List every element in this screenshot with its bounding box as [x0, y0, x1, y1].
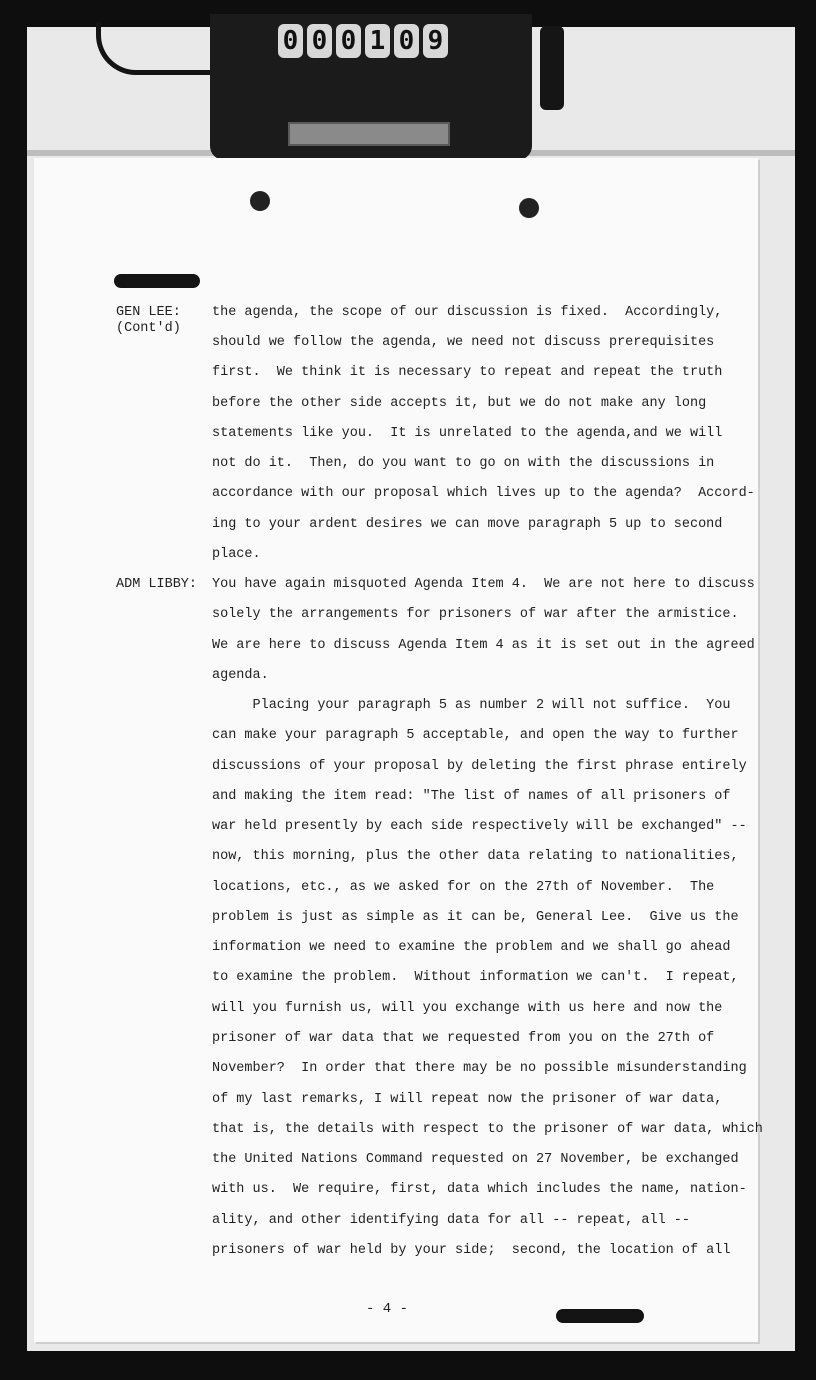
text-line: agenda.: [212, 668, 269, 683]
text-line: will you furnish us, will you exchange with us here and now the: [212, 1001, 723, 1016]
text-line: You have again misquoted Agenda Item 4. We are not here to discuss: [212, 577, 755, 592]
counter-plate: [288, 122, 450, 146]
text-line: of my last remarks, I will repeat now the prisoner of war data,: [212, 1092, 723, 1107]
text-line: to examine the problem. Without information we can't. I repeat,: [212, 970, 739, 985]
text-line: first. We think it is necessary to repeat and repeat the truth: [212, 365, 723, 380]
counter-digits: [278, 24, 448, 58]
text-line: prisoner of war data that we requested from you on the 27th of: [212, 1031, 715, 1046]
page-number: - 4 -: [366, 1301, 409, 1317]
counter-digit: 0: [307, 24, 332, 58]
document-page: [34, 158, 763, 1342]
text-line: ing to your ardent desires we can move paragraph 5 up to second: [212, 517, 723, 532]
text-line: We are here to discuss Agenda Item 4 as it is set out in the agreed: [212, 638, 755, 653]
punch-hole: [519, 198, 539, 218]
text-line: not do it. Then, do you want to go on with the discussions in: [212, 456, 715, 471]
text-line: accordance with our proposal which lives up to the agenda? Accord-: [212, 486, 755, 501]
text-line: prisoners of war held by your side; second, the location of all: [212, 1243, 731, 1258]
text-line: can make your paragraph 5 acceptable, and open the way to further: [212, 728, 739, 743]
text-line: war held presently by each side respectively will be exchanged" --: [212, 819, 747, 834]
counter-digit: 1: [365, 24, 390, 58]
text-line: that is, the details with respect to the prisoner of war data, which: [212, 1122, 763, 1137]
text-line: before the other side accepts it, but we do not make any long: [212, 396, 707, 411]
text-line: place.: [212, 547, 261, 562]
speaker-label-gen-lee: GEN LEE: (Cont'd): [116, 305, 181, 336]
redaction-mark: [556, 1309, 644, 1323]
text-line: with us. We require, first, data which includes the name, nation-: [212, 1182, 747, 1197]
counter-digit: 9: [423, 24, 448, 58]
text-line: statements like you. It is unrelated to the agenda,and we will: [212, 426, 723, 441]
punch-hole: [250, 191, 270, 211]
counter-cable: [96, 22, 219, 75]
text-line: discussions of your proposal by deleting the first phrase entirely: [212, 759, 747, 774]
redaction-mark: [114, 274, 200, 288]
text-line: and making the item read: "The list of names of all prisoners of: [212, 789, 731, 804]
counter-digit: 0: [394, 24, 419, 58]
text-line: should we follow the agenda, we need not discuss prerequisites: [212, 335, 715, 350]
frame-counter: [210, 14, 532, 160]
text-line: Placing your paragraph 5 as number 2 will not suffice. You: [212, 698, 731, 713]
text-line: ality, and other identifying data for all -- repeat, all --: [212, 1213, 690, 1228]
text-line: November? In order that there may be no possible misunderstanding: [212, 1061, 747, 1076]
text-line: problem is just as simple as it can be, General Lee. Give us the: [212, 910, 739, 925]
text-line: the United Nations Command requested on 27 November, be exchanged: [212, 1152, 739, 1167]
counter-knob: [540, 26, 564, 110]
counter-digit: 0: [278, 24, 303, 58]
text-line: solely the arrangements for prisoners of war after the armistice.: [212, 607, 739, 622]
text-line: information we need to examine the problem and we shall go ahead: [212, 940, 731, 955]
text-line: now, this morning, plus the other data relating to nationalities,: [212, 849, 739, 864]
speaker-label-adm-libby: ADM LIBBY:: [116, 577, 198, 592]
counter-digit: 0: [336, 24, 361, 58]
text-line: the agenda, the scope of our discussion is fixed. Accordingly,: [212, 305, 723, 320]
text-line: locations, etc., as we asked for on the 27th of November. The: [212, 880, 715, 895]
